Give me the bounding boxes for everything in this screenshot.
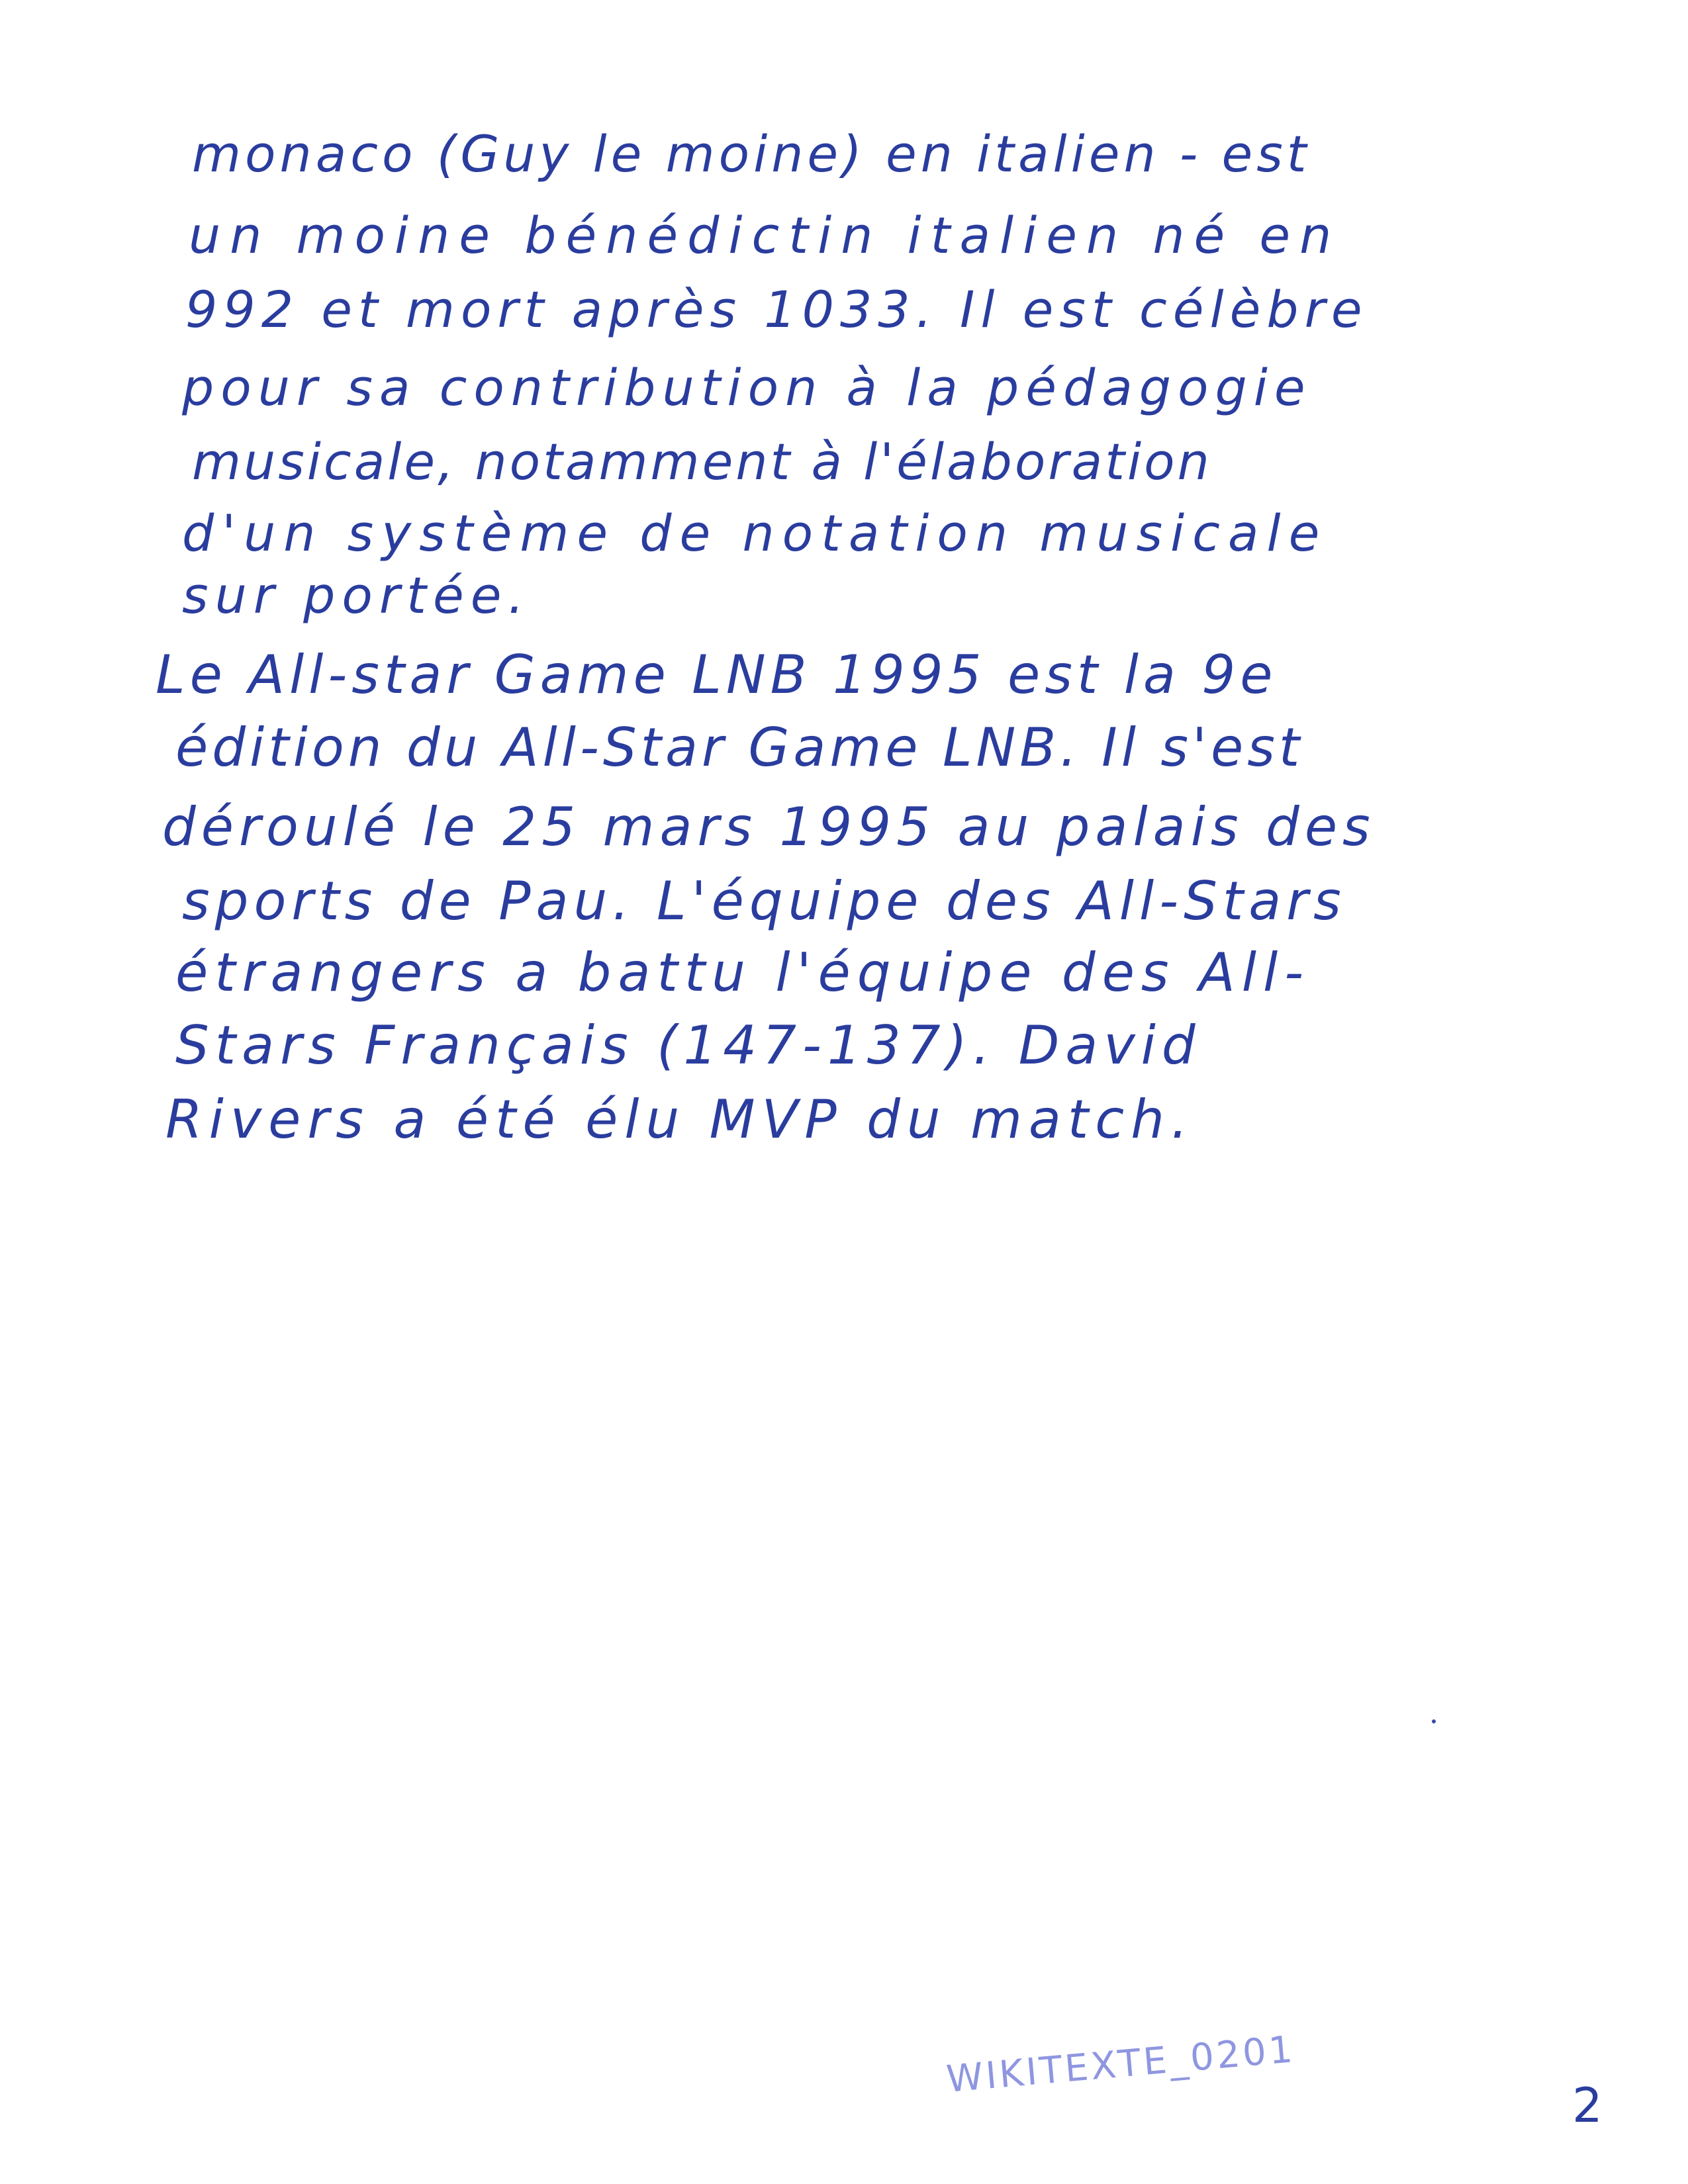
text-line: étrangers a battu l'équipe des All-	[175, 942, 1311, 1003]
text-line: sports de Pau. L'équipe des All-Stars	[182, 870, 1346, 932]
text-line: Le All-star Game LNB 1995 est la 9e	[156, 644, 1278, 705]
text-line: 992 et mort après 1033. Il est célèbre	[185, 280, 1368, 339]
document-code: WIKITEXTE_0201	[945, 2028, 1297, 2101]
ink-dot	[1432, 1719, 1436, 1723]
text-line: édition du All-Star Game LNB. Il s'est	[175, 717, 1304, 778]
text-line: monaco (Guy le moine) en italien - est	[192, 124, 1311, 183]
text-line: sur portée.	[182, 566, 531, 625]
text-line: musicale, notamment à l'élaboration	[192, 432, 1212, 491]
text-line: déroulé le 25 mars 1995 au palais des	[162, 796, 1376, 858]
text-line: Rivers a été élu MVP du match.	[165, 1089, 1195, 1150]
text-line: un moine bénédictin italien né en	[189, 206, 1341, 265]
text-line: Stars Français (147-137). David	[175, 1015, 1201, 1076]
page-number: 2	[1572, 2077, 1603, 2133]
text-line: d'un système de notation musicale	[182, 504, 1328, 563]
text-line: pour sa contribution à la pédagogie	[182, 358, 1312, 417]
